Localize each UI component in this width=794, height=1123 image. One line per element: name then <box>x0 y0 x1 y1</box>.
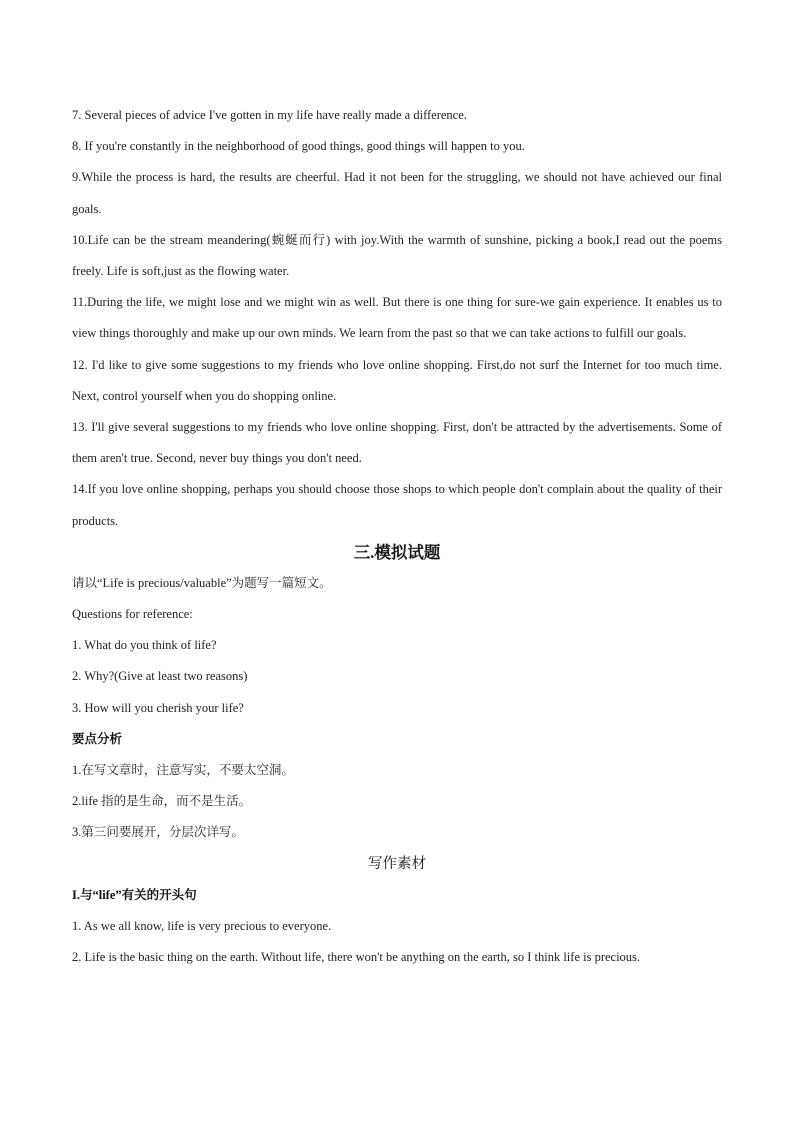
questions-label: Questions for reference: <box>72 607 193 622</box>
opening-sentence: 2. Life is the basic thing on the earth. Without life, there won't be anything on the earth, so I think life is precious. <box>72 950 641 965</box>
question-item: 3. How will you cherish your life? <box>72 700 244 715</box>
analysis-heading: 要点分析 <box>72 731 123 746</box>
analysis-item: 1.在写文章时，注意写实，不要太空洞。 <box>72 763 294 778</box>
document-page <box>72 100 722 973</box>
question-item: 2. Why?(Give at least two reasons) <box>72 669 248 684</box>
sentence-14: 14.If you love online shopping, perhaps you should choose those shops to which people don't complain about the quality of their products. <box>72 482 722 528</box>
sentence-13: 13. I'll give several suggestions to my friends who love online shopping. First, don't be attracted by the advertisements. Some of them aren't true. Second, never buy things you don't need. <box>72 420 722 466</box>
question-item: 1. What do you think of life? <box>72 638 217 653</box>
sentence-10: 10.Life can be the stream meandering(蜿蜒而行) with joy.With the warmth of sunshine, picking a book,I read out the poems freely. Life is soft,just as the flowing water. <box>72 232 722 279</box>
opening-sentences-heading: I.与“life”有关的开头句 <box>72 887 197 902</box>
sentence-11: 11.During the life, we might lose and we might win as well. But there is one thing for sure-we gain experience. It enables us to view things thoroughly and make up our own minds. We learn from the past so that we can take actions to fulfill our goals. <box>72 295 722 341</box>
analysis-item: 3.第三问要展开，分层次详写。 <box>72 825 244 840</box>
sentence-8: 8. If you're constantly in the neighborhood of good things, good things will happen to you. <box>72 139 525 154</box>
sentence-9: 9.While the process is hard, the results are cheerful. Had it not been for the struggling, we should not have achieved our final goals. <box>72 170 722 216</box>
analysis-item: 2.life 指的是生命，而不是生活。 <box>72 794 252 809</box>
sentence-7: 7. Several pieces of advice I've gotten in my life have really made a difference. <box>72 108 467 122</box>
writing-prompt: 请以“Life is precious/valuable”为题写一篇短文。 <box>72 575 332 590</box>
sentence-12: 12. I'd like to give some suggestions to my friends who love online shopping. First,do not surf the Internet for too much time. Next, control yourself when you do shopping online. <box>72 357 722 403</box>
material-heading: 写作素材 <box>368 855 426 872</box>
section-title-mock-test: 三.模拟试题 <box>353 542 441 562</box>
opening-sentence: 1. As we all know, life is very precious to everyone. <box>72 918 332 933</box>
